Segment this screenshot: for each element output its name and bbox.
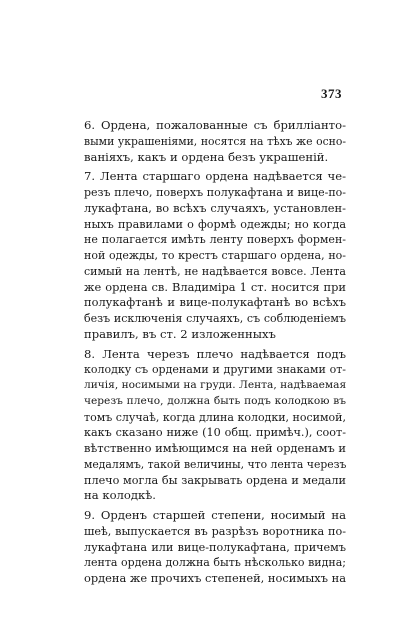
paragraph-8 (84, 347, 346, 505)
text-line: 7. Лента старшаго ордена надѣвается че- (84, 169, 346, 184)
text-line: шеѣ, выпускается въ разрѣзъ воротника по- (84, 524, 346, 538)
text-line: томъ случаѣ, когда длина колодки, носимой, (84, 410, 346, 424)
paragraph-6 (84, 118, 346, 165)
text-line: выми украшеніями, носятся на тѣхъ же осно- (84, 134, 346, 148)
text-line: черезъ плечо, должна быть подъ колодкою въ (84, 394, 346, 407)
text-line: полукафтанѣ и вице-полукафтанѣ во всѣхъ (84, 295, 346, 310)
paragraph-9 (84, 508, 346, 587)
body-text (84, 118, 346, 587)
text-line: 9. Орденъ старшей степени, носимый на (84, 508, 346, 522)
text-line: 8. Лента черезъ плечо надѣвается подъ (84, 346, 346, 361)
text-line: ваніяхъ, какъ и ордена безъ украшеній. (84, 149, 329, 164)
text-line: же ордена св. Владиміра 1 ст. носится при (84, 279, 346, 294)
text-line: лукафтана или вице-полукафтана, причемъ (84, 540, 346, 554)
text-line: 6. Ордена, пожалованные съ брилліанто- (84, 118, 346, 132)
text-line: вѣтственно имѣющимся на ней орденамъ и (84, 441, 346, 455)
text-line: не полагается имѣть ленту поверхъ формен- (84, 233, 346, 247)
text-line: ныхъ правилами о формѣ одежды; но когда (84, 217, 346, 231)
text-line: личія, носимыми на груди. Лента, надѣваемая (84, 379, 347, 391)
text-line: ной одежды, то крестъ старшаго ордена, но- (84, 249, 346, 262)
text-line: правилъ, въ ст. 2 изложенныхъ (84, 326, 276, 341)
text-line: на колодкѣ. (84, 488, 156, 503)
text-line: медалямъ, такой величины, что лента черезъ (84, 457, 347, 471)
page-number: 373 (321, 86, 342, 101)
text-line: лукафтана, во всѣхъ случаяхъ, установлен- (84, 200, 346, 215)
text-line: какъ сказано ниже (10 общ. примѣч.), соот- (84, 426, 346, 440)
text-line: плечо могла бы закрывать ордена и медали (84, 473, 346, 487)
text-line: симый на лентѣ, не надѣвается вовсе. Лента (84, 264, 346, 278)
paragraph-7 (84, 169, 346, 342)
text-line: лента ордена должна быть нѣсколько видна; (84, 556, 346, 570)
text-line: резъ плечо, поверхъ полукафтана и вице-по- (84, 186, 346, 199)
text-line: ордена же прочихъ степеней, носимыхъ на (84, 571, 346, 585)
text-line: колодку съ орденами и другими знаками от- (84, 363, 346, 377)
text-line: безъ исключенія случаяхъ, съ соблюденіемъ (84, 312, 346, 325)
